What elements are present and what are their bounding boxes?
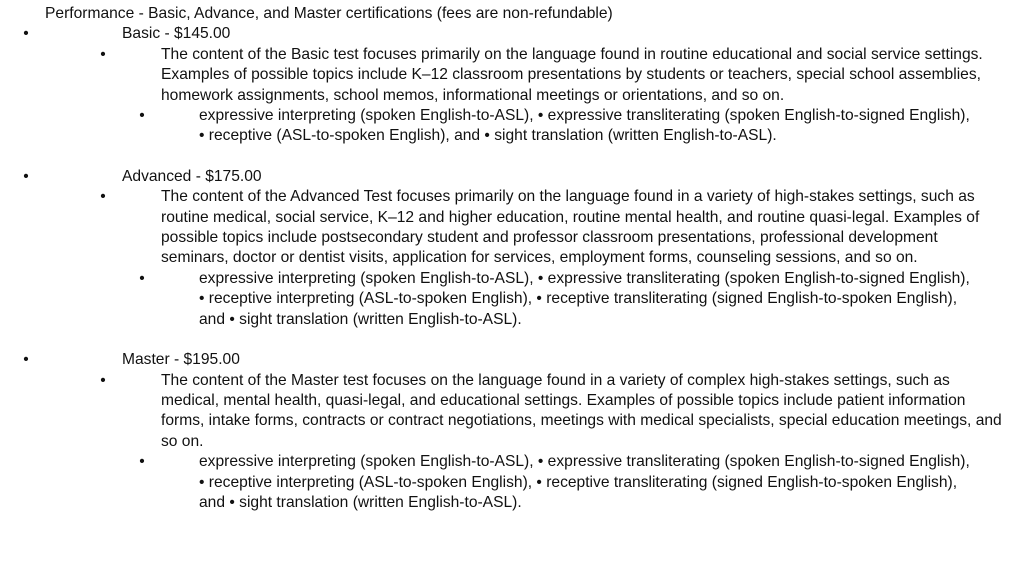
- level-title: Master - $195.00: [122, 351, 240, 369]
- bullet-icon: •: [100, 45, 106, 63]
- bullet-icon: •: [23, 25, 29, 43]
- level-basic: [23, 24, 1005, 146]
- skills-item: [139, 452, 979, 513]
- skills-list: [139, 106, 1006, 147]
- bullet-icon: •: [100, 371, 106, 389]
- skills-text: expressive interpreting (spoken English-to-ASL), • expressive transliterating (spoken English-to-signed English), • receptive (ASL-to-spoken English), and • sight translation (written English-to-ASL).: [199, 107, 970, 145]
- performance-item: [0, 4, 1005, 513]
- skills-text: expressive interpreting (spoken English-to-ASL), • expressive transliterating (spoken English-to-signed English), • receptive interpreting (ASL-to-spoken English), • receptive transliterating (signed English-to-spoken English), and • sight translation (written English-to-ASL).: [199, 453, 970, 511]
- document-page: [0, 4, 1024, 513]
- level-title: Basic - $145.00: [122, 25, 231, 43]
- description-text: The content of the Master test focuses on the language found in a variety of complex high-stakes settings, such as medical, mental health, quasi-legal, and educational settings. Examples of possible topics include patient information forms, intake forms, contracts or contract negotiations, meetings with medical specialists, special education meetings, and so on.: [161, 371, 1002, 450]
- skills-item: [139, 106, 979, 147]
- level-master: [23, 350, 1005, 513]
- bullet-icon: •: [139, 453, 145, 471]
- bullet-icon: •: [100, 188, 106, 206]
- performance-label: Performance - Basic, Advance, and Master certifications (fees are non-refundable): [45, 5, 613, 22]
- level-description: [100, 187, 1006, 330]
- level-title: Advanced - $175.00: [122, 167, 262, 185]
- level-details: [100, 45, 1005, 147]
- bullet-icon: •: [23, 167, 29, 185]
- level-details: [100, 187, 1005, 330]
- skills-list: [139, 452, 1006, 513]
- level-advanced: [23, 167, 1005, 330]
- skills-item: [139, 269, 979, 330]
- level-description: [100, 371, 1006, 514]
- description-text: The content of the Basic test focuses primarily on the language found in routine educational and social service settings. Examples of possible topics include K–12 classroom presentations by students or teachers, special school assemblies, homework assignments, school memos, informational meetings or orientations, and so on.: [161, 45, 983, 104]
- bullet-icon: •: [139, 269, 145, 287]
- bullet-icon: •: [23, 351, 29, 369]
- level-description: [100, 45, 1006, 147]
- levels-list: [23, 24, 1005, 513]
- description-text: The content of the Advanced Test focuses primarily on the language found in a variety of high-stakes settings, such as routine medical, social service, K–12 and higher education, routine mental health, and routine quasi-legal. Examples of possible topics include postsecondary student and professor classroom presentations, professional development seminars, doctor or dentist visits, application for services, employment forms, counseling sessions, and so on.: [161, 188, 980, 267]
- outline-list: [0, 4, 1024, 513]
- level-details: [100, 371, 1005, 514]
- skills-text: expressive interpreting (spoken English-to-ASL), • expressive transliterating (spoken English-to-signed English), • receptive interpreting (ASL-to-spoken English), • receptive transliterating (signed English-to-spoken English), and • sight translation (written English-to-ASL).: [199, 269, 970, 328]
- bullet-icon: •: [139, 107, 145, 125]
- skills-list: [139, 269, 1006, 330]
